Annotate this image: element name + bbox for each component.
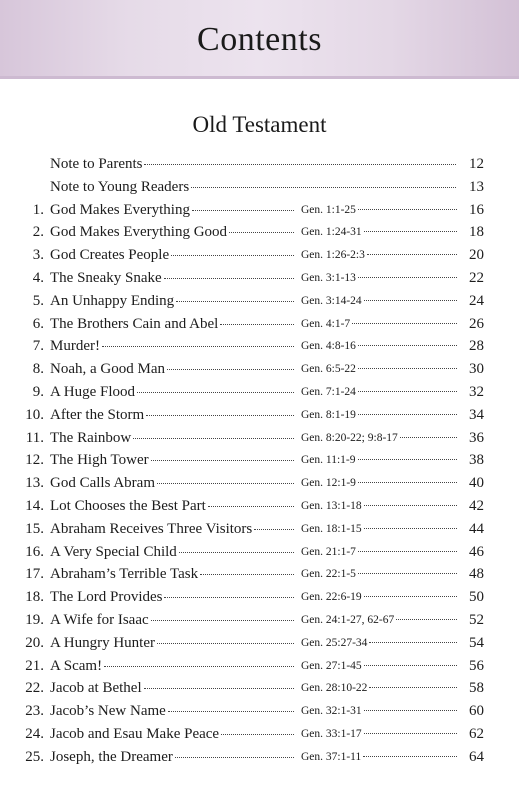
scripture-ref-wrap: [301, 404, 459, 427]
entry-number: 24.: [25, 726, 44, 742]
entry-number: 21.: [25, 657, 44, 674]
entry-title-wrap: [50, 609, 296, 632]
dot-leader: [175, 757, 294, 758]
entry-title: Note to Young Readers: [50, 178, 190, 195]
entry-title: God Makes Everything: [50, 201, 190, 218]
dot-leader: [157, 483, 294, 484]
entry-title: An Unhappy Ending: [50, 292, 175, 309]
entry-title: Abraham Receives Three Visitors: [50, 520, 253, 537]
entry-title: God Calls Abram: [50, 475, 155, 492]
scripture-reference: Gen. 4:1-7: [301, 317, 351, 330]
toc-entry-row[interactable]: [0, 495, 519, 518]
page-number: 24: [469, 292, 484, 309]
entry-title: A Very Special Child: [50, 543, 177, 560]
toc-entry-row[interactable]: [0, 655, 519, 678]
dot-leader: [164, 597, 294, 598]
dot-leader: [358, 368, 457, 369]
entry-title: A Hungry Hunter: [50, 634, 155, 651]
entry-title: Murder!: [50, 338, 100, 355]
header-rule: [0, 76, 519, 79]
dot-leader: [144, 164, 456, 165]
dot-leader: [179, 552, 294, 553]
page-number: 62: [469, 726, 484, 742]
entry-title-wrap: [50, 427, 296, 450]
entry-number: 8.: [32, 361, 44, 378]
page-number: 56: [469, 657, 484, 674]
entry-number: 6.: [32, 315, 44, 332]
dot-leader: [192, 210, 294, 211]
scripture-reference: Gen. 11:1-9: [301, 454, 356, 467]
entry-number: 10.: [25, 406, 44, 423]
entry-title-wrap: [50, 541, 296, 564]
page-number: 26: [469, 315, 484, 332]
scripture-reference: Gen. 8:20-22; 9:8-17: [301, 431, 398, 444]
dot-leader: [358, 459, 457, 460]
scripture-ref-wrap: [301, 495, 459, 518]
entry-title-wrap: [50, 244, 296, 267]
page-number: 38: [469, 452, 484, 469]
page-number: 18: [469, 224, 484, 241]
dot-leader: [358, 482, 457, 483]
entry-title-wrap: [50, 518, 296, 541]
page-number: 30: [469, 361, 484, 378]
scripture-reference: Gen. 33:1-17: [301, 728, 362, 740]
toc-entry-row[interactable]: [0, 632, 519, 655]
entry-title: The High Tower: [50, 452, 149, 469]
scripture-reference: Gen. 22:6-19: [301, 591, 362, 604]
scripture-ref-wrap: [301, 358, 459, 381]
entry-title: A Huge Flood: [50, 384, 136, 400]
dot-leader: [151, 620, 294, 621]
toc-entry-row[interactable]: [0, 472, 519, 495]
entry-title-wrap: [50, 358, 296, 381]
scripture-ref-wrap: [301, 290, 459, 313]
entry-title-wrap: [50, 700, 296, 723]
scripture-reference: Gen. 1:1-25: [301, 203, 356, 216]
entry-title: Note to Parents: [50, 156, 143, 172]
entry-title: God Creates People: [50, 247, 170, 264]
entry-number: 22.: [25, 680, 44, 697]
toc-entry-row[interactable]: [0, 518, 519, 541]
scripture-ref-wrap: [301, 746, 459, 769]
toc-entry-row[interactable]: [0, 404, 519, 427]
scripture-reference: Gen. 1:26-2:3: [301, 249, 365, 262]
dot-leader: [364, 300, 457, 301]
entry-title: Lot Chooses the Best Part: [50, 498, 206, 514]
scripture-ref-wrap: [301, 449, 459, 472]
entry-title-wrap: [50, 404, 296, 427]
page-number: 60: [469, 703, 484, 720]
entry-title: Joseph, the Dreamer: [50, 748, 173, 765]
dot-leader: [191, 187, 456, 188]
dot-leader: [364, 665, 457, 666]
entry-title: The Rainbow: [50, 429, 132, 446]
page-title: Contents: [197, 21, 322, 58]
dot-leader: [358, 391, 457, 392]
scripture-reference: Gen. 32:1-31: [301, 705, 362, 718]
entry-title: Jacob at Bethel: [50, 680, 142, 697]
toc-entry-row[interactable]: [0, 358, 519, 381]
scripture-ref-wrap: [301, 244, 459, 267]
scripture-reference: Gen. 8:1-19: [301, 408, 356, 421]
scripture-reference: Gen. 4:8-16: [301, 340, 356, 353]
scripture-ref-wrap: [301, 609, 459, 632]
entry-title: Noah, a Good Man: [50, 361, 165, 378]
toc-entry-row[interactable]: [0, 313, 519, 336]
toc-entry-row[interactable]: [0, 244, 519, 267]
dot-leader: [146, 415, 294, 416]
dot-leader: [151, 460, 294, 461]
entry-number: 19.: [25, 612, 44, 628]
dot-leader: [364, 528, 457, 529]
entry-number: 16.: [25, 543, 44, 560]
entry-title: After the Storm: [50, 406, 145, 423]
dot-leader: [364, 710, 457, 711]
page-number: 12: [469, 156, 484, 172]
scripture-ref-wrap: [301, 632, 459, 655]
scripture-reference: Gen. 3:1-13: [301, 272, 356, 284]
scripture-ref-wrap: [301, 313, 459, 336]
entry-number: 18.: [25, 589, 44, 606]
toc-entry-row[interactable]: [0, 723, 519, 746]
entry-title: Jacob’s New Name: [50, 703, 166, 720]
entry-number: 2.: [32, 224, 44, 241]
entry-number: 17.: [25, 566, 44, 583]
scripture-ref-wrap: [301, 518, 459, 541]
scripture-ref-wrap: [301, 586, 459, 609]
dot-leader: [144, 688, 294, 689]
toc-entry-row[interactable]: [0, 267, 519, 290]
dot-leader: [358, 414, 457, 415]
page-number: 42: [469, 498, 484, 514]
dot-leader: [364, 505, 457, 506]
scripture-reference: Gen. 6:5-22: [301, 363, 356, 376]
toc-entry-row[interactable]: [0, 381, 519, 404]
entry-title: The Sneaky Snake: [50, 270, 162, 286]
entry-title-wrap: [50, 221, 296, 244]
dot-leader: [358, 551, 457, 552]
toc-entry-row[interactable]: [0, 335, 519, 358]
page-number: 52: [469, 612, 484, 628]
scripture-ref-wrap: [301, 655, 459, 678]
scripture-ref-wrap: [301, 199, 459, 222]
toc-entry-row[interactable]: [0, 677, 519, 700]
page-number: 16: [469, 201, 484, 218]
dot-leader: [167, 369, 294, 370]
entry-number: 11.: [25, 429, 44, 446]
dot-leader: [157, 643, 294, 644]
entry-number: 20.: [25, 634, 44, 651]
dot-leader: [352, 323, 457, 324]
entry-number: 1.: [32, 201, 44, 218]
entry-title: The Lord Provides: [50, 589, 163, 606]
dot-leader: [229, 232, 294, 233]
toc-entry-row[interactable]: [0, 541, 519, 564]
dot-leader: [164, 278, 294, 279]
entry-title: A Wife for Isaac: [50, 612, 149, 628]
scripture-reference: Gen. 22:1-5: [301, 568, 356, 581]
entry-title: The Brothers Cain and Abel: [50, 315, 219, 332]
entry-number: 13.: [25, 475, 44, 492]
entry-title-wrap: [50, 586, 296, 609]
dot-leader: [200, 574, 294, 575]
dot-leader: [220, 324, 294, 325]
dot-leader: [254, 529, 294, 530]
scripture-ref-wrap: [301, 427, 459, 450]
front-matter-row[interactable]: [0, 153, 519, 176]
entry-title-wrap: [50, 335, 296, 358]
scripture-reference: Gen. 13:1-18: [301, 500, 362, 512]
dot-leader: [369, 642, 457, 643]
dot-leader: [104, 666, 294, 667]
entry-title: Jacob and Esau Make Peace: [50, 726, 220, 742]
toc-entry-row[interactable]: [0, 199, 519, 222]
scripture-reference: Gen. 37:1-11: [301, 750, 362, 763]
entry-number: 12.: [25, 452, 44, 469]
dot-leader: [364, 733, 457, 734]
entry-title-wrap: [50, 290, 296, 313]
toc-entry-row[interactable]: [0, 586, 519, 609]
scripture-reference: Gen. 27:1-45: [301, 659, 362, 672]
toc-entry-row[interactable]: [0, 563, 519, 586]
scripture-ref-wrap: [301, 221, 459, 244]
toc-entry-row[interactable]: [0, 221, 519, 244]
page-number: 22: [469, 270, 484, 286]
dot-leader: [171, 255, 294, 256]
scripture-ref-wrap: [301, 335, 459, 358]
entry-title-wrap: [50, 472, 296, 495]
scripture-ref-wrap: [301, 700, 459, 723]
scripture-reference: Gen. 28:10-22: [301, 682, 368, 695]
entry-number: 3.: [32, 247, 44, 264]
page-number: 28: [469, 338, 484, 355]
entry-title: God Makes Everything Good: [50, 224, 228, 241]
entry-title: A Scam!: [50, 657, 103, 674]
page-number: 32: [469, 384, 484, 400]
dot-leader: [221, 734, 294, 735]
entry-title-wrap: [50, 677, 296, 700]
front-matter-row[interactable]: [0, 176, 519, 199]
entry-number: 5.: [32, 292, 44, 309]
dot-leader: [364, 596, 457, 597]
entry-title-wrap: [50, 495, 296, 518]
toc-entry-row[interactable]: [0, 700, 519, 723]
entry-title-wrap: [50, 449, 296, 472]
toc-entry-row[interactable]: [0, 746, 519, 769]
dot-leader: [364, 231, 457, 232]
dot-leader: [208, 506, 294, 507]
dot-leader: [358, 345, 457, 346]
toc-entry-row[interactable]: [0, 290, 519, 313]
dot-leader: [358, 573, 457, 574]
entry-number: 4.: [32, 270, 44, 286]
scripture-reference: Gen. 7:1-24: [301, 386, 356, 398]
entry-title: Abraham’s Terrible Task: [50, 566, 199, 583]
entry-title-wrap: [50, 381, 296, 404]
section-title: Old Testament: [192, 112, 327, 137]
entry-title-wrap: [50, 655, 296, 678]
entry-number: 25.: [25, 748, 44, 765]
entry-number: 23.: [25, 703, 44, 720]
page-number: 40: [469, 475, 484, 492]
dot-leader: [363, 756, 457, 757]
entry-number: 7.: [32, 338, 44, 355]
dot-leader: [176, 301, 294, 302]
dot-leader: [396, 619, 457, 620]
scripture-ref-wrap: [301, 677, 459, 700]
scripture-ref-wrap: [301, 472, 459, 495]
entry-title-wrap: [50, 632, 296, 655]
page-number: 34: [469, 406, 484, 423]
entry-number: 9.: [32, 384, 44, 400]
scripture-reference: Gen. 18:1-15: [301, 522, 362, 535]
toc-entry-row[interactable]: [0, 609, 519, 632]
page-number: 46: [469, 543, 484, 560]
page-number: 20: [469, 247, 484, 264]
scripture-ref-wrap: [301, 563, 459, 586]
page-number: 54: [469, 634, 484, 651]
dot-leader: [358, 277, 457, 278]
page-number: 44: [469, 520, 484, 537]
page-number: 48: [469, 566, 484, 583]
scripture-reference: Gen. 12:1-9: [301, 477, 356, 490]
toc-entry-row[interactable]: [0, 427, 519, 450]
entry-title-wrap: [50, 176, 458, 199]
entry-number: 15.: [25, 520, 44, 537]
entry-title-wrap: [50, 563, 296, 586]
toc-entry-row[interactable]: [0, 449, 519, 472]
scripture-ref-wrap: [301, 267, 459, 290]
scripture-ref-wrap: [301, 541, 459, 564]
entry-number: 14.: [25, 498, 44, 514]
entry-title-wrap: [50, 199, 296, 222]
page-number: 64: [469, 748, 484, 765]
entry-title-wrap: [50, 723, 296, 746]
dot-leader: [137, 392, 294, 393]
page-number: 58: [469, 680, 484, 697]
dot-leader: [168, 711, 294, 712]
scripture-reference: Gen. 25:27-34: [301, 636, 368, 649]
entry-title-wrap: [50, 153, 458, 176]
dot-leader: [367, 254, 457, 255]
scripture-reference: Gen. 3:14-24: [301, 294, 362, 307]
scripture-reference: Gen. 24:1-27, 62-67: [301, 614, 395, 626]
dot-leader: [358, 209, 457, 210]
dot-leader: [133, 438, 294, 439]
entry-title-wrap: [50, 267, 296, 290]
page-number: 36: [469, 429, 484, 446]
entry-title-wrap: [50, 746, 296, 769]
scripture-ref-wrap: [301, 723, 459, 746]
entry-title-wrap: [50, 313, 296, 336]
dot-leader: [400, 437, 457, 438]
dot-leader: [369, 687, 457, 688]
page-number: 13: [469, 178, 484, 195]
scripture-reference: Gen. 21:1-7: [301, 545, 356, 558]
page-number: 50: [469, 589, 484, 606]
scripture-reference: Gen. 1:24-31: [301, 226, 362, 239]
scripture-ref-wrap: [301, 381, 459, 404]
dot-leader: [102, 346, 294, 347]
